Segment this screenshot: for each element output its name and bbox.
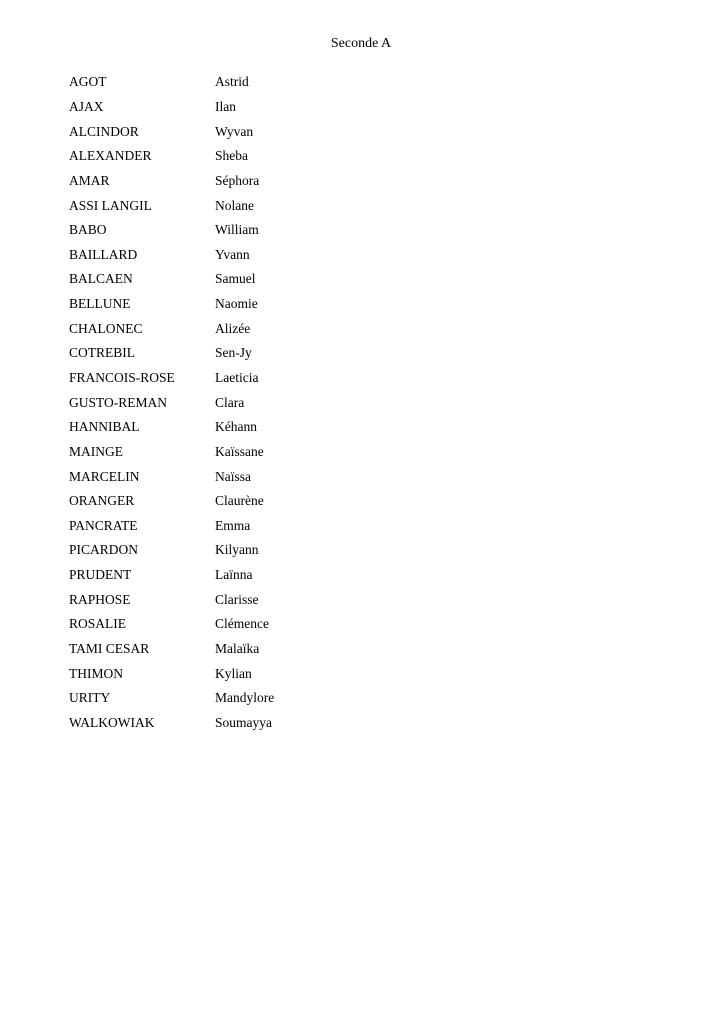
student-last-name: ROSALIE xyxy=(69,616,126,632)
student-row xyxy=(69,464,369,489)
student-first-name: Laïnna xyxy=(215,567,253,583)
student-row xyxy=(69,119,369,144)
student-last-name: AMAR xyxy=(69,172,110,188)
student-first-name: Malaïka xyxy=(215,641,260,657)
student-first-name: Emma xyxy=(215,517,251,533)
student-row xyxy=(69,711,369,736)
student-first-name: William xyxy=(215,222,259,238)
student-first-name: Kilyann xyxy=(215,542,259,558)
student-last-name: PANCRATE xyxy=(69,517,138,533)
student-row xyxy=(69,144,369,169)
student-last-name: GUSTO-REMAN xyxy=(69,394,168,410)
student-row xyxy=(69,489,369,514)
student-list xyxy=(69,70,369,735)
student-last-name: BELLUNE xyxy=(69,296,131,312)
student-last-name: COTREBIL xyxy=(69,345,135,361)
student-first-name: Soumayya xyxy=(215,714,272,730)
student-last-name: HANNIBAL xyxy=(69,419,140,435)
student-row xyxy=(69,95,369,120)
student-last-name: AJAX xyxy=(69,98,104,114)
student-last-name: BALCAEN xyxy=(69,271,133,287)
student-last-name: PICARDON xyxy=(69,542,139,558)
student-row xyxy=(69,169,369,194)
student-first-name: Kéhann xyxy=(215,419,257,435)
student-first-name: Sen-Jy xyxy=(215,345,252,361)
student-row xyxy=(69,538,369,563)
student-row xyxy=(69,612,369,637)
student-first-name: Clarisse xyxy=(215,591,259,607)
student-first-name: Naïssa xyxy=(215,468,251,484)
student-row xyxy=(69,587,369,612)
student-row xyxy=(69,267,369,292)
student-row xyxy=(69,686,369,711)
student-last-name: TAMI CESAR xyxy=(69,641,150,657)
student-row xyxy=(69,316,369,341)
student-last-name: BABO xyxy=(69,222,107,238)
page-title xyxy=(0,34,724,54)
student-row xyxy=(69,70,369,95)
student-first-name: Alizée xyxy=(215,320,251,336)
student-first-name: Kaïssane xyxy=(215,443,264,459)
student-row xyxy=(69,366,369,391)
student-row xyxy=(69,661,369,686)
student-row xyxy=(69,341,369,366)
student-first-name: Ilan xyxy=(215,98,236,114)
student-row xyxy=(69,637,369,662)
student-last-name: ORANGER xyxy=(69,493,135,509)
student-last-name: AGOT xyxy=(69,74,107,90)
student-first-name: Claurène xyxy=(215,493,264,509)
student-last-name: ALEXANDER xyxy=(69,148,152,164)
student-last-name: BAILLARD xyxy=(69,246,138,262)
student-row xyxy=(69,218,369,243)
student-last-name: PRUDENT xyxy=(69,567,132,583)
student-first-name: Séphora xyxy=(215,172,260,188)
student-first-name: Sheba xyxy=(215,148,248,164)
student-first-name: Clémence xyxy=(215,616,269,632)
student-first-name: Samuel xyxy=(215,271,256,287)
student-last-name: ASSI LANGIL xyxy=(69,197,152,213)
student-first-name: Astrid xyxy=(215,74,249,90)
student-first-name: Kylian xyxy=(215,665,252,681)
student-row xyxy=(69,390,369,415)
student-last-name: WALKOWIAK xyxy=(69,714,155,730)
student-row xyxy=(69,440,369,465)
student-row xyxy=(69,415,369,440)
student-last-name: RAPHOSE xyxy=(69,591,131,607)
student-first-name: Naomie xyxy=(215,296,258,312)
student-last-name: CHALONEC xyxy=(69,320,143,336)
student-last-name: URITY xyxy=(69,690,111,706)
student-row xyxy=(69,242,369,267)
student-row xyxy=(69,292,369,317)
student-first-name: Wyvan xyxy=(215,123,254,139)
student-first-name: Clara xyxy=(215,394,245,410)
student-first-name: Nolane xyxy=(215,197,254,213)
student-row xyxy=(69,193,369,218)
student-last-name: MAINGE xyxy=(69,443,123,459)
student-last-name: THIMON xyxy=(69,665,123,681)
student-row xyxy=(69,563,369,588)
student-first-name: Yvann xyxy=(215,246,250,262)
student-last-name: FRANCOIS-ROSE xyxy=(69,370,175,385)
student-row xyxy=(69,514,369,539)
student-first-name: Mandylore xyxy=(215,690,275,706)
student-first-name: Laeticia xyxy=(215,370,259,385)
student-last-name: MARCELIN xyxy=(69,468,140,484)
student-last-name: ALCINDOR xyxy=(69,123,139,139)
class-name: Seconde A xyxy=(330,36,392,51)
